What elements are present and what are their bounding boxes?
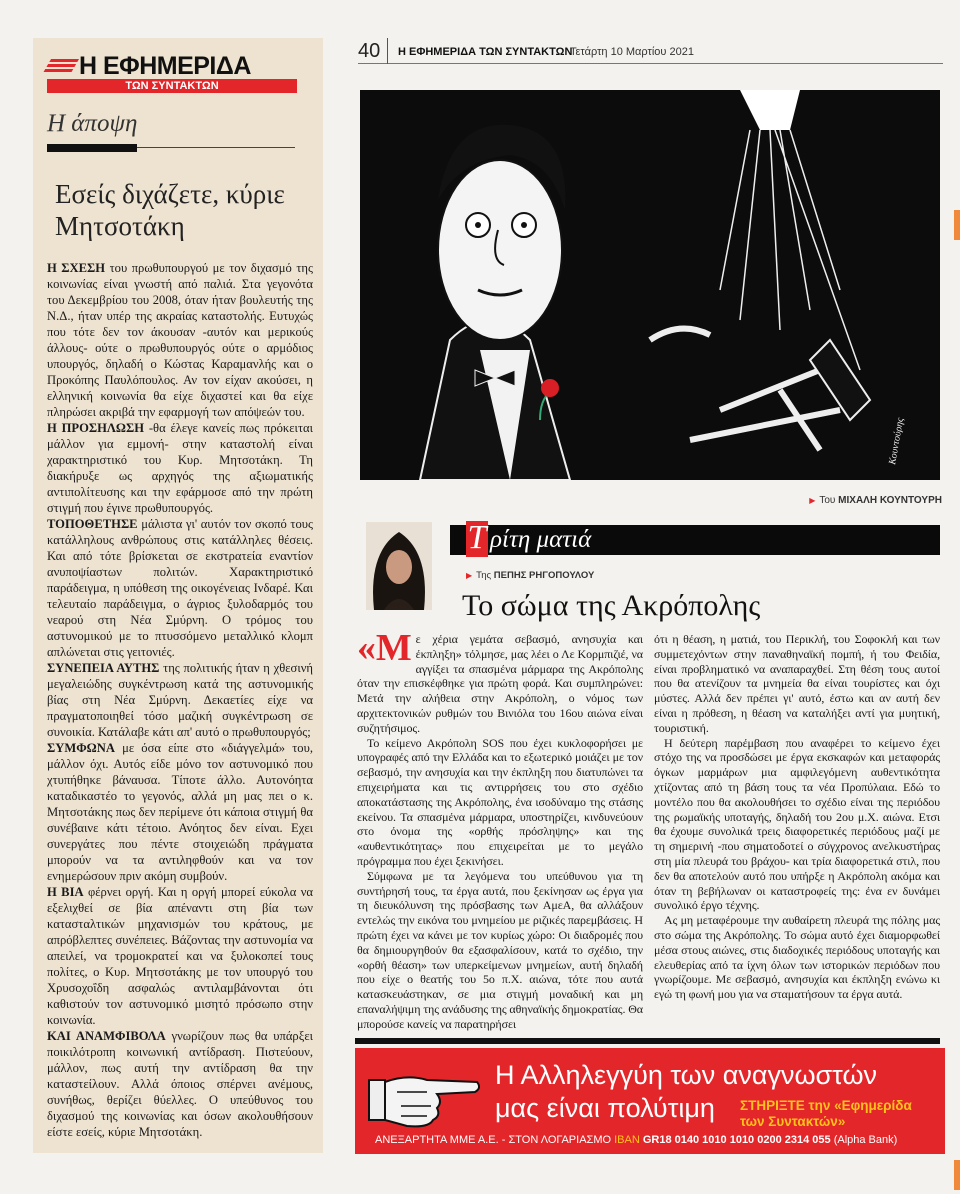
cartoon-credit (809, 495, 942, 506)
lead-in: ΣΥΜΦΩΝΑ (47, 741, 115, 755)
opinion-title: Εσείς διχάζετε, κύριε Μητσοτάκη (55, 179, 285, 241)
opinion-paragraph (47, 516, 313, 660)
solidarity-ad (355, 1048, 945, 1154)
lead-in: ΣΥΝΕΠΕΙΑ ΑΥΤΗΣ (47, 661, 160, 675)
page-edge-mark (954, 210, 960, 240)
article-paragraph: Το κείμενο Ακρόπολη SOS που έχει κυκλοφορήσει με υπογραφές από την Ελλάδα και το εξωτερικό μοιάζει με τον σεβασμό, την ανησυχία και την έκπληξη που διατυπώνει τα επιχειρήματα και τις αντιρρήσεις του στο σχέδιο αποκατάστασης της Ακρόπολης, ένα ισοδύναμο της στάσης εκείνου. Τα σπασμένα μάρμαρα, υποστηρίζει, κινδυνεύουν στο όνομα της «ορθής πρόσληψης» και της «αυθεντικότητας» που επιχειρείται με το μεγάλο πρόγραμμα που έχει ξεκινήσει. (357, 735, 643, 868)
cartoon-drawing (360, 90, 940, 480)
credit-prefix: Του (819, 495, 836, 506)
paragraph-text: με όσα είπε στο «διάγγελμά» του, μάλλον όχι. Αυτός είδε μόνο τον αστυνομικό που χτυπήθηκε βάναυσα. Τίποτε άλλο. Αυτονόητα καταδικαστέο το γεγονός, αλλά μη μας πει ο κ. Μητσοτάκης πως δεν περίμενε ότι κάποια στιγμή θα συνέβαινε κάτι τέτοιο. Ανόητος δεν είναι. Εχει συνεργάτες που πέντε στοιχειώδη πράγματα μπορούν να τα αντιληφθούν και να τον ενημερώσουν πριν ακόμη συμβούν. (47, 741, 313, 883)
paragraph-text: -θα έλεγε κανείς πως πρόκειται μάλλον για εμμονή- στην καταστολή είναι χαρακτηριστικό του Κυρ. Μητσοτάκη. Τη διακήρυξε ως αρχηγός της αξιωματικής αντιπολίτευσης και την εφάρμοσε από την πρώτη στιγμή που έγινε πρωθυπουργός. (47, 421, 313, 515)
ad-footer (375, 1134, 897, 1146)
author-photo (366, 522, 432, 610)
paragraph-text: φέρνει οργή. Και η οργή μπορεί εύκολα να εξελιχθεί σε βία απέναντι στη βία των κατασταλτικών μηχανισμών του κράτους, με απρόβλεπτες συνέπειες. Βάζοντας την αστυνομία να απειλεί, να τρομοκρατεί και να ξυλοκοπεί τους πολίτες, ο Κυρ. Μητσοτάκης με τον υπουργό του Χρυσοχοΐδη ασφαλώς αντιλαμβάνονται ότι καθιστούν τον αστυνομικό μισητό πρόσωπο στην κοινωνία. (47, 885, 314, 1027)
lead-in: Η ΣΧΕΣΗ (47, 261, 106, 275)
paper-name: Η ΕΦΗΜΕΡΙΔΑ ΤΩΝ ΣΥΝΤΑΚΤΩΝ (398, 46, 573, 58)
banner-initial: Τ (467, 519, 487, 556)
opinion-paragraph (47, 660, 313, 740)
opinion-paragraph (47, 1028, 313, 1140)
column-name: ρίτη ματιά (490, 526, 592, 553)
byline-prefix: Της (476, 570, 492, 581)
credit-name: ΜΙΧΑΛΗ ΚΟΥΝΤΟΥΡΗ (838, 495, 942, 506)
triangle-icon: ▶ (466, 571, 473, 580)
ad-call-to-action: ΣΤΗΡΙΞΤΕ την «Εφημερίδα των Συντακτών» (740, 1098, 912, 1129)
lead-in: Η ΒΙΑ (47, 885, 84, 899)
lead-in: ΚΑΙ ΑΝΑΜΦΙΒΟΛΑ (47, 1029, 166, 1043)
lead-in: ΤΟΠΟΘΕΤΗΣΕ (47, 517, 138, 531)
column-banner (450, 519, 940, 556)
ad-footer-text: ΑΝΕΞΑΡΤΗΤΑ ΜΜΕ Α.Ε. - ΣΤΟΝ ΛΟΓΑΡΙΑΣΜΟ (375, 1134, 612, 1146)
header-divider (387, 38, 388, 64)
byline-name: ΠΕΠΗΣ ΡΗΓΟΠΟΥΛΟΥ (493, 570, 595, 581)
triangle-icon: ▶ (809, 496, 816, 505)
paragraph-text: της πολιτικής ήταν η χθεσινή μεγαλειώδης συγκέντρωση κατά της αστυνομικής βίας στη Νέα Σμύρνη. Δεκαετίες είχε να πραγματοποιηθεί τόσο μαζική συγκέντρωση σε συνοικία. Κατάλαβε κάτι απ' αυτό ο πρωθυπουργός; (47, 661, 314, 739)
divider-bar (355, 1038, 940, 1044)
article-column-2 (654, 632, 940, 1002)
logo-main: Η ΕΦΗΜΕΡΙΔΑ (79, 51, 251, 80)
pointing-hand-icon (367, 1062, 482, 1132)
opinion-column (33, 38, 323, 1153)
paragraph-text: του πρωθυπουργού με τον διχασμό της κοινωνίας είναι γνωστή από παλιά. Στα γεγονότα του Δεκεμβρίου του 2008, όταν ήταν βουλευτής της Ν.Δ., ήταν υπέρ της ακραίας καταστολής. Ευτυχώς που τότε δεν τον άκουσαν -αυτόν και μερικούς άλλους- ούτε ο πρωθυπουργός ούτε ο αρμόδιος υπουργός, δηλαδή ο Κώστας Καραμανλής και ο Προκόπης Παυλόπουλος. Αν τον είχαν ακούσει, η ελληνική κοινωνία θα είχε διχαστεί και θα είχε πληρώσει ακριβά την εφαρμογή των απόψεών του. (47, 261, 314, 419)
article-paragraph: Σύμφωνα με τα λεγόμενα του υπεύθυνου για τη συντήρησή τους, τα έργα αυτά, που ξεκίνησαν ως έργα για τη διευκόλυνση της πρόσβασης των ΑμεΑ, θα αλλάξουν εντελώς την εικόνα του μνημείου με ριζικές παρεμβάσεις. Η πρώτη έχει να κάνει με τον κυρίως χώρο: Οι διαδρομές που θα δημιουργηθούν θα εξασφαλίσουν, κατά το σχέδιο, την «ορθή θέαση» των υπερκείμενων μνημείων, αυτή δηλαδή που είχε ο θεατής του 5ο π.Χ. αιώνα, τότε που αυτά κατασκευάστηκαν, σε μια στιγμή μοναδική και μη επαναλήψιμη της ανάδυσης της αθηναϊκής δημοκρατίας. Θα μπορούσε κανείς να παρατηρήσει (357, 868, 643, 1031)
page-edge-mark (954, 1160, 960, 1190)
lead-in: Η ΠΡΟΣΗΛΩΣΗ (47, 421, 145, 435)
article-paragraph (357, 627, 643, 736)
section-rule (47, 144, 137, 152)
section-rule-thin (137, 147, 295, 148)
political-cartoon (360, 90, 940, 480)
article-column-1 (357, 627, 643, 1032)
opinion-paragraph (47, 884, 313, 1028)
paragraph-text: γνωρίζουν πως θα υπάρξει ποικιλότροπη κοινωνική αντίδραση. Πιστεύουν, μάλλον, πως αυτή την αντίδραση θα την καταστείλουν. Αλλά όποιος σπέρνει ανέμους, συνήθως, θερίζει θύελλες. Ο υπεύθυνος του διχασμού της κοινωνίας και όσων ακολουθήσουν είστε εσείς, κύριε Μητσοτάκη. (47, 1029, 313, 1139)
bank-name: (Alpha Bank) (833, 1134, 898, 1146)
article-paragraph: ότι η θέαση, η ματιά, του Περικλή, του Σοφοκλή και των συμμετεχόντων στην παναθηναϊκή πομπή, ή του Φειδία, είναι προβληματικό να αναπαραχθεί. Στη θέση τους αυτοί που θα ατενίζουν τα μνημεία θα είναι τουρίστες και όχι μύστες. Αλλά δεν πρέπει γι' αυτό, έστω και αν αυτή δεν είναι η πρόθεση, η θέαση να καταλήξει αντί για μυητική, τουριστική. (654, 632, 940, 735)
opinion-paragraph (47, 260, 313, 420)
page-number: 40 (358, 40, 381, 62)
opinion-paragraph (47, 740, 313, 884)
ad-headline-1: Η Αλληλεγγύη των αναγνωστών (495, 1060, 878, 1090)
opinion-body (47, 260, 313, 1140)
logo-sub: ΤΩΝ ΣΥΝΤΑΚΤΩΝ (47, 79, 297, 93)
issue-date: Τετάρτη 10 Μαρτίου 2021 (570, 46, 694, 58)
article-title: Το σώμα της Ακρόπολης (462, 589, 761, 622)
drop-cap: «Μ (357, 627, 412, 669)
iban-label: IBAN (614, 1134, 640, 1146)
opinion-paragraph (47, 420, 313, 516)
newspaper-logo (47, 51, 297, 93)
page-header (358, 38, 943, 64)
article-paragraph: Η δεύτερη παρέμβαση που αναφέρει το κείμενο έχει στόχο της να προσδώσει με έργα εκσκαφών και μεταφοράς όγκων μαρμάρων μια αμφιλεγόμενη αυθεντικότητα χτίζοντας από τη βάση τους τα νέα Προπύλαια. Εδώ το μοντέλο που θα ακολουθήσει το σχέδιο είναι της περιόδου της ρωμαϊκής υποταγής, δηλαδή του 2ου μ.Χ. αιώνα. Ετσι θα έχουμε συνολικά τρεις διαφορετικές περιόδους μαζί με τη σημερινή -που σηματοδοτεί ο σύγχρονος ανελκυστήρας στη μία πλευρά του βράχου- και τρία διαφορετικά στιλ, που δεν θα αποτελούν αυτό που υπήρξε η Ακρόπολη ακόμα και όταν τη βεβήλωναν οι καταστροφείς της: ένα εν δυνάμει συνολικό έργο τέχνης. (654, 735, 940, 913)
paragraph-text: ε χέρια γεμάτα σεβασμό, ανησυχία και έκπληξη» τόλμησε, μας λέει ο Λε Κορμπιζιέ, να αγγίξει τα σπασμένα μάρμαρα της Ακρόπολης όταν την επισκέφθηκε για πρώτη φορά. Και συμπληρώνει: Μετά την αλήθεια στην Ακρόπολη, ο νόμος των αρχιτεκτονικών ρυθμών του Βινιόλα του 16ου αιώνα είναι συζητήσιμος. (357, 632, 643, 735)
cartoon-signature: Κουντούρης (887, 416, 907, 466)
section-label: Η άποψη (47, 110, 138, 137)
paragraph-text: μάλιστα γι' αυτόν τον σκοπό τους κατάλληλους ανθρώπους στις κατάλληλες θέσεις. Και από τότε βρίσκεται σε εκστρατεία εναντίον ανυποψίαστων πολιτών. Χαρακτηριστικό παράδειγμα, η υπόθεση της οικογένειας Ινδαρέ. Και τελευταίο παράδειγμα, ο άγριος ξυλοδαρμός του νεαρού στη Νέα Σμύρνη. Ο τρόμος του αστυνομικού με το πτυσσόμενο μεταλλικό κλομπ απλώνεται στις γειτονιές. (47, 517, 313, 659)
iban-number: GR18 0140 1010 1010 0200 2314 055 (642, 1134, 831, 1146)
article-paragraph: Ας μη μεταφέρουμε την αυθαίρετη πλευρά της πόλης μας στο σώμα της Ακρόπολης. Το σώμα αυτό έχει διαμορφωθεί μέσα στους αιώνες, στις διαδοχικές περιόδους υποταγής και ελευθερίας από τα ίχνη όλων των ιστορικών περιόδων που γνωρίζουμε. Με σεβασμό, ανησυχία και έκπληξη ενώνω κι εγώ τη φωνή μου για να σταματήσουν τα έργα αυτά. (654, 913, 940, 1002)
logo-streaks-icon (43, 59, 79, 73)
byline (466, 570, 594, 581)
ad-headline-2: μας είναι πολύτιμη (495, 1093, 715, 1123)
